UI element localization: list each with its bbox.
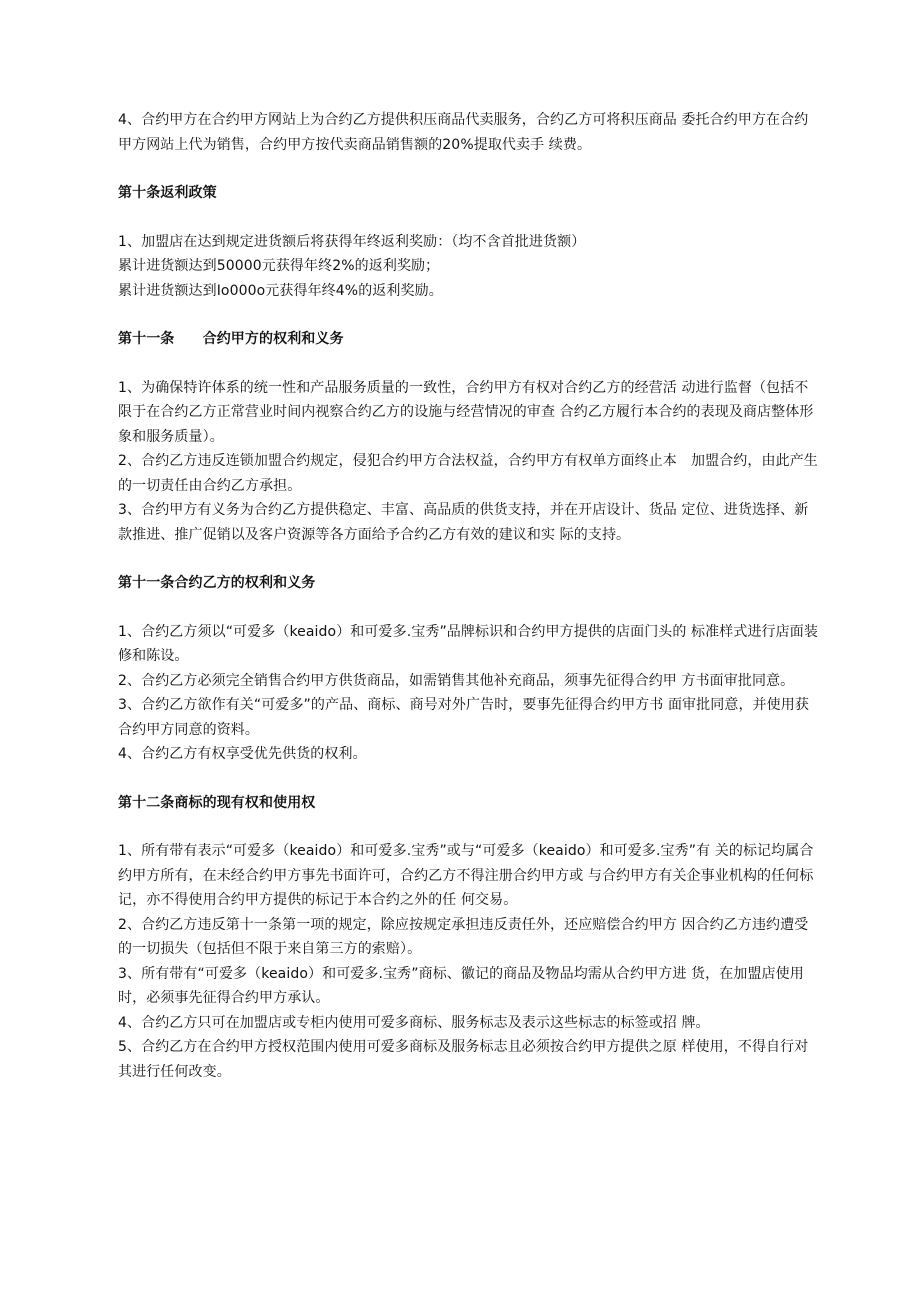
paragraph: 累计进货额达到Io000o元获得年终4%的返利奖励。 — [118, 282, 443, 299]
spacer — [118, 157, 818, 181]
document-content — [118, 108, 818, 1084]
spacer — [118, 815, 818, 839]
paragraph: 1、所有带有表示“可爱多（keaido）和可爱多.宝秀”或与“可爱多（keaido）和可爱多.宝秀”有 关的标记均属合约甲方所有，在未经合约甲方事先书面许可，合约乙方不得注册合约甲方或 与合约甲方有关企事业机构的任何标记，亦不得使用合约甲方提供的标记于本合约之外的任 何交易。 — [118, 843, 814, 908]
paragraph: 2、合约乙方必须完全销售合约甲方供货商品，如需销售其他补充商品，须事先征得合约甲 方书面审批同意。 — [118, 672, 795, 689]
paragraph: 2、合约乙方违反第十一条第一项的规定，除应按规定承担违反责任外，还应赔偿合约甲方 因合约乙方违约遭受的一切损失（包括但不限于来自第三方的索赔）。 — [118, 916, 809, 957]
spacer — [118, 767, 818, 791]
section-heading: 第十条返利政策 — [118, 185, 217, 201]
paragraph: 4、合约乙方只可在加盟店或专柜内使用可爱多商标、服务标志及表示这些标志的标签或招 牌。 — [118, 1014, 710, 1031]
spacer — [118, 596, 818, 620]
paragraph: 1、合约乙方须以“可爱多（keaido）和可爱多.宝秀”品牌标识和合约甲方提供的店面门头的 标准样式进行店面装修和陈设。 — [118, 623, 818, 664]
paragraph: 1、加盟店在达到规定进货额后将获得年终返利奖励：（均不含首批进货额） — [118, 233, 586, 250]
paragraph: 5、合约乙方在合约甲方授权范围内使用可爱多商标及服务标志且必须按合约甲方提供之原 样使用，不得自行对其进行任何改变。 — [118, 1039, 809, 1080]
spacer — [118, 547, 818, 571]
paragraph: 3、合约甲方有义务为合约乙方提供稳定、丰富、高品质的供货支持，并在开店设计、货品 定位、进货选择、新款推进、推广促销以及客户资源等各方面给予合约乙方有效的建议和实 际的支持。 — [118, 502, 809, 543]
spacer — [118, 303, 818, 327]
paragraph: 累计进货额达到50000元获得年终2%的返利奖励； — [118, 258, 440, 274]
paragraph: 3、合约乙方欲作有关“可爱多”的产品、商标、商号对外广告时，要事先征得合约甲方书 面审批同意，并使用获合约甲方同意的资料。 — [118, 697, 809, 738]
paragraph: 4、合约甲方在合约甲方网站上为合约乙方提供积压商品代卖服务，合约乙方可将积压商品 委托合约甲方在合约甲方网站上代为销售，合约甲方按代卖商品销售额的20%提取代卖手 续费。 — [118, 112, 809, 153]
paragraph: 2、合约乙方违反连锁加盟合约规定，侵犯合约甲方合法权益，合约甲方有权单方面终止本 加盟合约，由此产生的一切责任由合约乙方承担。 — [118, 453, 818, 494]
section-heading: 第十二条商标的现有权和使用权 — [118, 794, 316, 811]
spacer — [118, 352, 818, 376]
spacer — [118, 206, 818, 230]
paragraph: 1、为确保特许体系的统一性和产品服务质量的一致性，合约甲方有权对合约乙方的经营活 动进行监督（包括不限于在合约乙方正常营业时间内视察合约乙方的设施与经营情况的审查 合约乙方履行本合约的表现及商店整体形象和服务质量）。 — [118, 379, 814, 445]
paragraph: 4、合约乙方有权享受优先供货的权利。 — [118, 746, 367, 762]
paragraph: 3、所有带有“可爱多（keaido）和可爱多.宝秀”商标、徽记的商品及物品均需从合约甲方进 货，在加盟店使用时，必须事先征得合约甲方承认。 — [118, 965, 804, 1006]
section-heading: 第十一条合约乙方的权利和义务 — [118, 575, 316, 591]
section-heading: 第十一条 合约甲方的权利和义务 — [118, 331, 344, 347]
